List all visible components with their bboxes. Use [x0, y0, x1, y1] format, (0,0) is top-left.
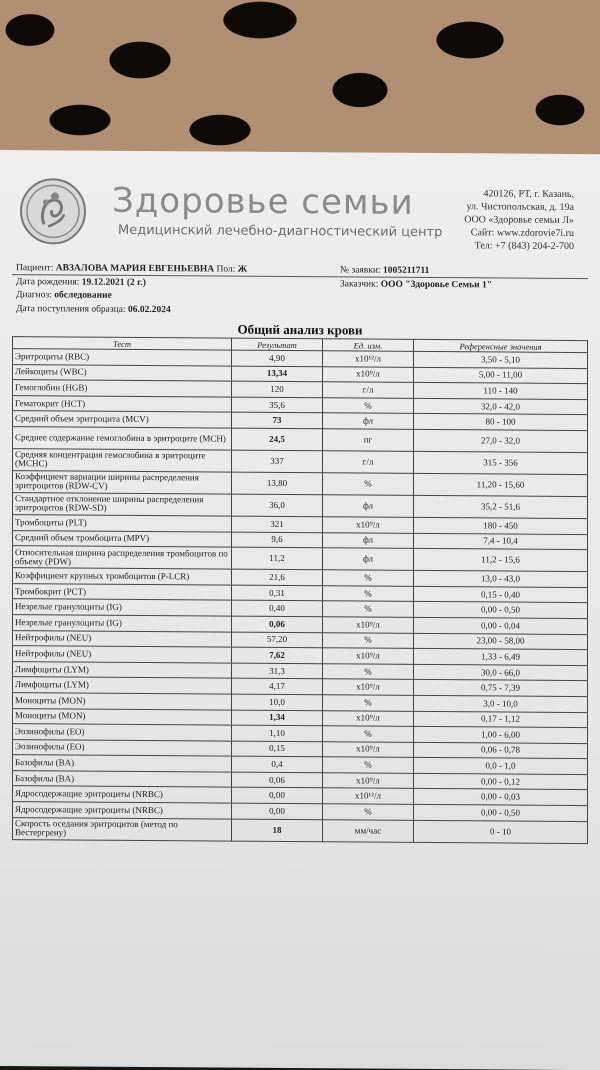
patient-dob-label: Дата рождения: [16, 276, 80, 288]
reference-cell: 0,06 - 0,78 [414, 742, 588, 759]
table-title: Общий анализ крови [237, 321, 363, 338]
unit-cell: x10⁹/л [323, 710, 414, 726]
lab-report-sheet [0, 150, 600, 1070]
test-name-cell: Гематокрит (HCT) [13, 395, 232, 412]
unit-cell: г/л [323, 382, 414, 398]
result-cell: 24,5 [232, 428, 323, 451]
unit-cell: % [323, 601, 414, 617]
address-line: Сайт: www.zdorovie7i.ru [470, 227, 574, 240]
patient-diagnosis: обследование [54, 290, 112, 301]
unit-cell: пг [323, 429, 414, 452]
result-cell: 1,34 [232, 710, 323, 726]
result-cell: 0,31 [232, 585, 323, 601]
unit-cell: x10⁹/л [323, 648, 414, 664]
customer-name: ООО "Здоровье Семьи 1" [380, 279, 492, 290]
reference-cell: 3,50 - 5,10 [414, 351, 588, 368]
unit-cell: фл [323, 495, 414, 518]
reference-cell: 32,0 - 42,0 [414, 398, 588, 415]
test-name-cell: Базофилы (BA) [13, 755, 232, 772]
test-name-cell: Скорость оседания эритроцитов (метод по Вестергрену) [13, 817, 232, 841]
test-name-cell: Тромбокрит (PCT) [13, 583, 232, 600]
test-name-cell: Моноциты (MON) [13, 708, 232, 725]
reference-cell: 0 - 10 [414, 820, 588, 843]
result-cell: 0,00 [232, 788, 323, 804]
clinic-address [464, 187, 574, 253]
result-cell: 13,34 [232, 366, 323, 382]
reference-cell: 23,00 - 58,00 [414, 633, 588, 650]
result-cell: 0,40 [232, 600, 323, 616]
unit-cell: % [323, 473, 414, 496]
order-info [340, 264, 492, 292]
patient-diagnosis-label: Диагноз: [16, 290, 52, 301]
test-name-cell: Среднее содержание гемоглобина в эритроците (MCH) [13, 427, 232, 451]
col-header-reference: Референсные значения [414, 339, 588, 352]
results-table [12, 336, 588, 844]
result-cell: 337 [232, 450, 323, 473]
address-line: ООО «Здоровье семьи Л» [464, 214, 574, 227]
result-cell: 0,00 [232, 803, 323, 819]
result-cell: 11,2 [232, 547, 323, 570]
result-cell: 73 [232, 412, 323, 428]
patient-sex-label: Пол: [216, 264, 236, 275]
unit-cell: x10⁹/л [323, 366, 414, 382]
patient-sex: Ж [237, 264, 248, 275]
clinic-brand-subtitle: Медицинский лечебно-диагностический центр [118, 222, 443, 241]
test-name-cell: Ядросодержащие эритроциты (NRBC) [13, 802, 232, 819]
reference-cell: 315 - 356 [414, 451, 588, 474]
test-name-cell: Коэффициент крупных тромбоцитов (P-LCR) [13, 568, 232, 585]
reference-cell: 27,0 - 32,0 [414, 429, 588, 452]
unit-cell: x10⁹/л [323, 679, 414, 695]
reference-cell: 180 - 450 [414, 517, 588, 534]
result-cell: 36,0 [232, 494, 323, 517]
unit-cell: % [323, 695, 414, 711]
background-fabric [0, 0, 600, 170]
reference-cell: 13,0 - 43,0 [414, 571, 588, 588]
patient-name: АВЗАЛОВА МАРИЯ ЕВГЕНЬЕВНА [55, 263, 215, 275]
patient-dob: 19.12.2021 (2 г.) [81, 277, 146, 288]
unit-cell: % [323, 570, 414, 586]
customer-label: Заказчик: [340, 278, 379, 290]
result-cell: 0,06 [232, 772, 323, 788]
result-cell: 0,06 [232, 616, 323, 632]
test-name-cell: Гемоглобин (HGB) [13, 380, 232, 397]
unit-cell: x10¹²/л [323, 351, 414, 367]
result-cell: 1,10 [232, 725, 323, 741]
result-cell: 13,80 [232, 472, 323, 495]
result-cell: 4,90 [232, 350, 323, 366]
unit-cell: x10⁹/л [323, 617, 414, 633]
reference-cell: 0,75 - 7,39 [414, 680, 588, 697]
reference-cell: 0,17 - 1,12 [414, 711, 588, 728]
reference-cell: 5,00 - 11,00 [414, 367, 588, 384]
test-name-cell: Тромбоциты (PLT) [13, 515, 232, 532]
test-name-cell: Стандартное отклонение ширины распределения эритроцитов (RDW-SD) [13, 493, 232, 517]
unit-cell: x10⁹/л [323, 741, 414, 757]
unit-cell: фл [323, 532, 414, 548]
address-line: 420126, РТ, г. Казань, [483, 188, 574, 201]
test-name-cell: Лимфоциты (LYM) [13, 661, 232, 678]
test-name-cell: Средний объем тромбоцита (MPV) [13, 530, 232, 547]
unit-cell: % [323, 804, 414, 820]
unit-cell: фл [323, 413, 414, 429]
col-header-unit: Ед. изм. [323, 339, 414, 352]
result-cell: 21,6 [232, 569, 323, 585]
unit-cell: % [323, 663, 414, 679]
unit-cell: мм/час [323, 819, 414, 842]
reference-cell: 80 - 100 [414, 414, 588, 431]
unit-cell: x10⁹/л [323, 773, 414, 789]
test-name-cell: Эозинофилы (EO) [13, 724, 232, 741]
reference-cell: 0,0 - 1,0 [414, 758, 588, 775]
reference-cell: 1,00 - 6,00 [414, 726, 588, 743]
test-name-cell: Относительная ширина распределения тромбоцитов по объему (PDW) [13, 546, 232, 570]
test-name-cell: Средняя концентрация гемоглобина в эритроците (MCHC) [13, 449, 232, 473]
unit-cell: x10¹²/л [323, 788, 414, 804]
reference-cell: 11,20 - 15,60 [414, 473, 588, 496]
test-name-cell: Незрелые гранулоциты (IG) [13, 599, 232, 616]
reference-cell: 7,4 - 10,4 [414, 533, 588, 550]
reference-cell: 0,00 - 0,50 [414, 804, 588, 821]
reference-cell: 0,00 - 0,50 [414, 602, 588, 619]
test-name-cell: Нейтрофилы (NEU) [13, 630, 232, 647]
reference-cell: 0,00 - 0,12 [414, 773, 588, 790]
unit-cell: % [323, 726, 414, 742]
test-name-cell: Базофилы (BA) [13, 770, 232, 787]
sample-date-label: Дата поступления образца: [16, 303, 126, 315]
test-name-cell: Эозинофилы (EO) [13, 739, 232, 756]
order-number-label: № заявки: [340, 265, 381, 276]
address-line: Тел: +7 (843) 204-2-700 [474, 240, 574, 253]
test-name-cell: Незрелые гранулоциты (IG) [13, 615, 232, 632]
result-cell: 10,0 [232, 694, 323, 710]
unit-cell: % [323, 398, 414, 414]
test-name-cell: Ядросодержащие эритроциты (NRBC) [13, 786, 232, 803]
order-number: 1005211711 [382, 265, 430, 276]
col-header-result: Результат [232, 338, 323, 351]
reference-cell: 11,2 - 15,6 [414, 549, 588, 572]
result-cell: 120 [232, 381, 323, 397]
test-name-cell: Средний объем эритроцита (MCV) [13, 411, 232, 428]
reference-cell: 0,00 - 0,03 [414, 789, 588, 806]
unit-cell: % [323, 757, 414, 773]
test-name-cell: Лимфоциты (LYM) [13, 677, 232, 694]
patient-info [16, 262, 247, 318]
patient-name-label: Пациент: [16, 263, 54, 274]
reference-cell: 35,2 - 51,6 [414, 495, 588, 518]
result-cell: 18 [232, 819, 323, 842]
result-cell: 35,6 [232, 397, 323, 413]
result-cell: 0,15 [232, 741, 323, 757]
unit-cell: % [323, 586, 414, 602]
test-name-cell: Эритроциты (RBC) [13, 349, 232, 366]
test-name-cell: Лейкоциты (WBC) [13, 364, 232, 381]
test-name-cell: Моноциты (MON) [13, 692, 232, 709]
reference-cell: 30,0 - 66,0 [414, 664, 588, 681]
result-cell: 31,3 [232, 663, 323, 679]
result-cell: 57,20 [232, 632, 323, 648]
result-cell: 4,17 [232, 678, 323, 694]
unit-cell: г/л [323, 451, 414, 474]
reference-cell: 0,00 - 0,04 [414, 617, 588, 634]
result-cell: 7,62 [232, 647, 323, 663]
test-name-cell: Нейтрофилы (NEU) [13, 646, 232, 663]
col-header-test: Тест [13, 337, 232, 351]
unit-cell: x10⁹/л [323, 517, 414, 533]
result-cell: 321 [232, 516, 323, 532]
table-row [13, 817, 588, 843]
result-cell: 0,4 [232, 756, 323, 772]
sample-date: 06.02.2024 [127, 304, 171, 315]
test-name-cell: Коэффициент вариации ширины распределения эритроцитов (RDW-CV) [13, 471, 232, 495]
address-line: ул. Чистопольская, д. 19а [466, 201, 574, 214]
reference-cell: 110 - 140 [414, 383, 588, 400]
clinic-brand-name: Здоровье семьи [112, 180, 414, 223]
reference-cell: 0,15 - 0,40 [414, 586, 588, 603]
reference-cell: 1,33 - 6,49 [414, 649, 588, 666]
clinic-logo-icon [20, 178, 86, 244]
unit-cell: % [323, 632, 414, 648]
result-cell: 9,6 [232, 532, 323, 548]
reference-cell: 3,0 - 10,0 [414, 695, 588, 712]
unit-cell: фл [323, 548, 414, 571]
